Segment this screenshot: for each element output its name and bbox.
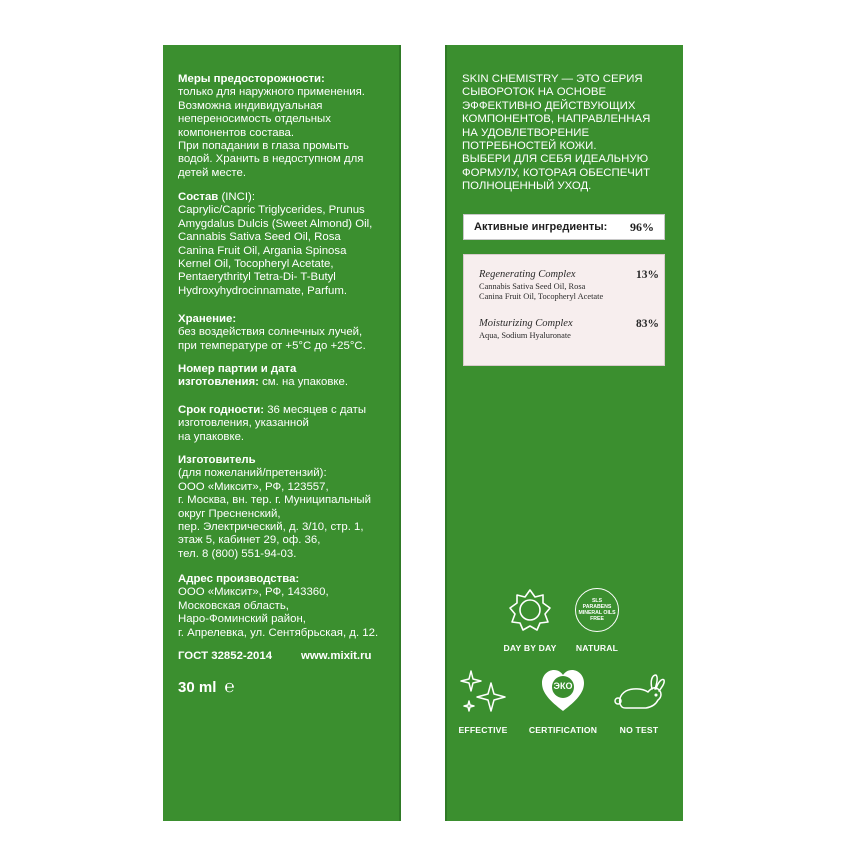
left-panel bbox=[163, 45, 401, 821]
intro-line: ПОТРЕБНОСТЕЙ КОЖИ. bbox=[462, 140, 597, 153]
precautions-section bbox=[178, 73, 398, 180]
production-address-heading: Адрес производства: bbox=[178, 573, 300, 585]
manufacturer-line: пер. Электрический, д. 3/10, стр. 1, bbox=[178, 521, 364, 534]
complex-name: Moisturizing Complex bbox=[479, 318, 573, 329]
eco-heart-icon bbox=[540, 667, 586, 715]
natural-label: NATURAL bbox=[575, 643, 619, 653]
complex-percent: 83% bbox=[636, 318, 659, 330]
storage-heading: Хранение: bbox=[178, 313, 237, 325]
natural-icon-text: SLS bbox=[591, 598, 603, 604]
precautions-line: Возможна индивидуальная bbox=[178, 99, 323, 112]
no-test-label: NO TEST bbox=[619, 725, 659, 735]
composition-line: Cannabis Sativa Seed Oil, Rosa bbox=[178, 231, 341, 244]
batch-heading: Номер партии и дата bbox=[178, 363, 297, 375]
manufacturer-line: (для пожеланий/претензий): bbox=[178, 467, 327, 480]
panel-edge bbox=[399, 45, 401, 821]
complex-desc bbox=[479, 331, 659, 341]
estimated-sign-icon: ℮ bbox=[224, 677, 235, 696]
natural-icon-text: FREE bbox=[590, 616, 604, 622]
composition-line: Amygdalus Dulcis (Sweet Almond) Oil, bbox=[178, 217, 373, 230]
complex-item bbox=[479, 269, 659, 302]
batch-section bbox=[178, 363, 398, 390]
batch-heading-2: изготовления: bbox=[178, 376, 259, 389]
production-address-line: г. Апрелевка, ул. Сентябрьская, д. 12. bbox=[178, 626, 379, 639]
composition-line: Canina Fruit Oil, Argania Spinosa bbox=[178, 244, 347, 257]
production-address-line: Московская область, bbox=[178, 599, 289, 612]
natural-free-icon bbox=[575, 588, 619, 632]
day-by-day-label: DAY BY DAY bbox=[503, 643, 557, 653]
intro-line: ПОЛНОЦЕННЫЙ УХОД. bbox=[462, 180, 592, 193]
intro-line: СЫВОРОТОК НА ОСНОВЕ bbox=[462, 86, 607, 99]
composition-section bbox=[178, 191, 398, 298]
composition-line: Pentaerythrityl Tetra-Di- T-Butyl bbox=[178, 271, 336, 284]
natural-icon-text: MINERAL OILS bbox=[578, 610, 616, 616]
eco-text: ЭКО bbox=[553, 681, 573, 691]
precautions-heading: Меры предосторожности: bbox=[178, 73, 325, 85]
active-ingredients-value: 96% bbox=[630, 220, 654, 234]
manufacturer-line: тел. 8 (800) 551-94-03. bbox=[178, 547, 297, 560]
shelf-life-section bbox=[178, 404, 398, 444]
precautions-line: детей месте. bbox=[178, 166, 247, 179]
storage-line: без воздействия солнечных лучей, bbox=[178, 326, 363, 339]
gost-row bbox=[178, 650, 398, 663]
website-link[interactable]: www.mixit.ru bbox=[301, 650, 372, 662]
volume-row bbox=[178, 678, 398, 697]
intro-text bbox=[462, 73, 677, 194]
manufacturer-section bbox=[178, 454, 398, 561]
rabbit-icon bbox=[612, 673, 666, 713]
complex-desc-line: Canina Fruit Oil, Tocopheryl Acetate bbox=[479, 292, 604, 301]
storage-line: при температуре от +5°C до +25°C. bbox=[178, 339, 366, 352]
precautions-line: При попадании в глаза промыть bbox=[178, 140, 349, 153]
batch-value: см. на упаковке. bbox=[258, 376, 349, 389]
right-panel bbox=[445, 45, 683, 821]
natural-icon-text: PARABENS bbox=[582, 604, 612, 610]
precautions-line: непереносимость отдельных bbox=[178, 113, 331, 126]
shelf-life-line: на упаковке. bbox=[178, 430, 245, 443]
sparkles-icon bbox=[459, 667, 507, 715]
manufacturer-line: ООО «Миксит», РФ, 123557, bbox=[178, 480, 329, 493]
composition-line: Caprylic/Capric Triglycerides, Prunus bbox=[178, 204, 365, 217]
production-address-line: ООО «Миксит», РФ, 143360, bbox=[178, 586, 329, 599]
composition-line: Hydroxyhydrocinnamate, Parfum. bbox=[178, 284, 348, 297]
intro-line: НА УДОВЛЕТВОРЕНИЕ bbox=[462, 126, 590, 139]
storage-section bbox=[178, 313, 398, 353]
complex-desc bbox=[479, 282, 659, 302]
composition-heading-suffix: (INCI): bbox=[218, 191, 255, 203]
intro-line: SKIN CHEMISTRY — ЭТО СЕРИЯ bbox=[462, 73, 643, 85]
composition-line: Kernel Oil, Tocopheryl Acetate, bbox=[178, 258, 334, 271]
sun-icon bbox=[508, 588, 552, 632]
certification-label: CERTIFICATION bbox=[528, 725, 598, 735]
precautions-line: только для наружного применения. bbox=[178, 86, 365, 99]
complex-percent: 13% bbox=[636, 269, 659, 281]
complex-desc-line: Aqua, Sodium Hyaluronate bbox=[479, 331, 571, 340]
panel-edge bbox=[445, 45, 447, 821]
gost-label: ГОСТ 32852-2014 bbox=[178, 650, 273, 662]
complex-item bbox=[479, 318, 659, 341]
shelf-life-value: 36 месяцев с даты bbox=[264, 404, 367, 416]
intro-line: ФОРМУЛУ, КОТОРАЯ ОБЕСПЕЧИТ bbox=[462, 166, 651, 179]
production-address-section bbox=[178, 573, 398, 640]
complex-desc-line: Cannabis Sativa Seed Oil, Rosa bbox=[479, 282, 586, 291]
manufacturer-heading: Изготовитель bbox=[178, 454, 256, 466]
active-ingredients-label: Активные ингредиенты: bbox=[474, 221, 608, 233]
intro-line: ЭФФЕКТИВНО ДЕЙСТВУЮЩИХ bbox=[462, 99, 636, 112]
complexes-box bbox=[463, 254, 665, 366]
manufacturer-line: этаж 5, кабинет 29, оф. 36, bbox=[178, 534, 321, 547]
volume-label: 30 ml bbox=[178, 679, 217, 696]
complex-name: Regenerating Complex bbox=[479, 269, 576, 280]
composition-heading: Состав bbox=[178, 191, 219, 203]
effective-label: EFFECTIVE bbox=[458, 725, 508, 735]
manufacturer-line: округ Пресненский, bbox=[178, 507, 281, 520]
intro-line: КОМПОНЕНТОВ, НАПРАВЛЕННАЯ bbox=[462, 113, 651, 126]
precautions-line: компонентов состава. bbox=[178, 126, 295, 139]
precautions-line: водой. Хранить в недоступном для bbox=[178, 153, 364, 166]
intro-line: ВЫБЕРИ ДЛЯ СЕБЯ ИДЕАЛЬНУЮ bbox=[462, 153, 649, 166]
manufacturer-line: г. Москва, вн. тер. г. Муниципальный bbox=[178, 494, 371, 507]
shelf-life-heading: Срок годности: bbox=[178, 404, 265, 416]
active-ingredients-box bbox=[463, 214, 665, 240]
production-address-line: Наро-Фоминский район, bbox=[178, 613, 306, 626]
shelf-life-line: изготовления, указанной bbox=[178, 417, 309, 430]
